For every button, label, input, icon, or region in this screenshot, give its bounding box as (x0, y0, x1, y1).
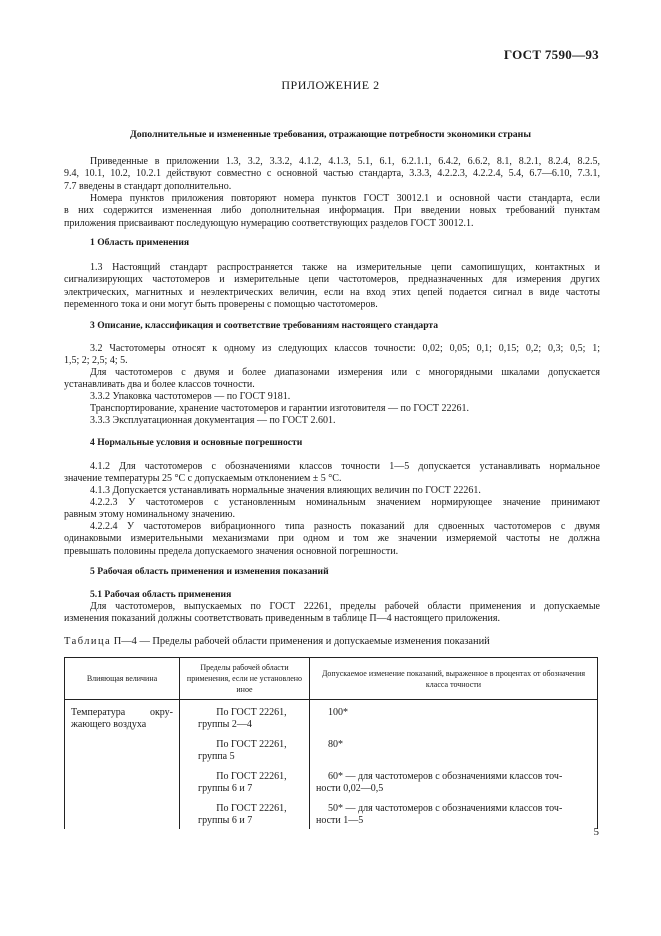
table-row (65, 700, 598, 734)
section-4-heading: 4 Нормальные условия и основные погрешности (90, 437, 303, 448)
text-line: равным этому номинальному значению. (64, 509, 235, 521)
text-line: Для частотомеров, выпускаемых по ГОСТ 22261, пределы рабочей области применения и допускаемые (90, 601, 600, 612)
section-3-paragraph-5 (90, 415, 600, 427)
appendix-heading: Дополнительные и измененные требования, отражающие потребности экономики страны (130, 129, 531, 140)
section-3-heading: 3 Описание, классификация и соответствие требованиям настоящего стандарта (90, 320, 439, 331)
table-caption (64, 636, 490, 647)
text-line: Номера пунктов приложения повторяют номера пунктов ГОСТ 30012.1 и основной части стандарта, если (90, 193, 600, 204)
change-line: 80* (328, 739, 343, 750)
section-5-1-heading: 5.1 Рабочая область применения (90, 589, 232, 600)
page-number: 5 (593, 826, 599, 838)
limit-cell (180, 733, 310, 765)
section-4-paragraph-2 (90, 485, 600, 497)
appendix-title: ПРИЛОЖЕНИЕ 2 (281, 78, 380, 92)
change-line: 50* — для частотомеров с обозначениями классов точ- (328, 803, 563, 814)
limit-line: По ГОСТ 22261, (216, 771, 287, 782)
text-line: 1.3 Настоящий стандарт распространяется также на измерительные цепи самопишущих, контактных и (90, 262, 600, 273)
intro-paragraph-1 (64, 156, 600, 193)
change-cell (310, 797, 598, 829)
text-line: переменного тока и они могут быть проверены с помощью частотомеров. (64, 299, 378, 311)
text-line: 4.1.2 Для частотомеров с обозначениями классов точности 1—5 допускается устанавливать нормальное (90, 461, 600, 472)
text-line: электрических, магнитных и неэлектрических величин, если на вход этих цепей подается сигнал в виде частоты (64, 286, 600, 298)
section-1-heading: 1 Область применения (90, 237, 190, 248)
limit-cell (180, 700, 310, 734)
text-line: 4.2.2.3 У частотомеров с установленным номинальным значением нормирующее значение принимают (90, 497, 600, 508)
section-3-paragraph-2 (64, 367, 600, 392)
limit-line: группы 2—4 (198, 719, 252, 730)
text-line: 3.2 Частотомеры относят к одному из следующих классов точности: 0,02; 0,05; 0,1; 0,15; 0,2; 0,3; 0,5; 1; (90, 343, 600, 354)
column-header: Пределы рабочей области применения, если не установлено иное (180, 658, 310, 700)
limit-cell (180, 797, 310, 829)
limit-line: группы 6 и 7 (198, 783, 253, 794)
text-line: устанавливать два и более классов точности. (64, 379, 255, 391)
text-line: 9.4, 10.1, 10.2, 10.2.1 действуют совместно с основной частью стандарта, 3.3.3, 4.2.2.3, 4.2.2.4, 5.4, 6.7—6.10, 7.3.1, (64, 168, 600, 180)
section-5-heading: 5 Рабочая область применения и изменения показаний (90, 566, 329, 577)
text-line: 7.7 введены в стандарт дополнительно. (64, 180, 232, 192)
table-caption-text: П—4 — Пределы рабочей области применения и допускаемые изменения показаний (111, 636, 490, 647)
limit-line: По ГОСТ 22261, (216, 707, 287, 718)
intro-paragraph-2 (64, 193, 600, 230)
table-header-row (65, 658, 598, 700)
text-line: одинаковыми измерительными механизмами при одном и том же значении измеряемой частоты не должна (64, 533, 600, 545)
text-line: 4.2.2.4 У частотомеров вибрационного типа разность показаний для сдвоенных частотомеров с двумя (90, 521, 600, 532)
text-line: 1,5; 2; 2,5; 4; 5. (64, 355, 128, 367)
text-line: Приведенные в приложении 1.3, 3.2, 3.3.2, 4.1.2, 4.1.3, 5.1, 6.1, 6.2.1.1, 6.4.2, 6.6.2, 8.1, 8.2.1, 8.2.4, 8.2.5, (90, 156, 600, 167)
change-cell (310, 700, 598, 734)
section-4-paragraph-1 (64, 461, 600, 486)
text-line: изменения показаний должны соответствовать приведенным в таблице П—4 настоящего приложения. (64, 613, 500, 625)
limit-line: группы 6 и 7 (198, 815, 253, 826)
text-line: 4.1.3 Допускается устанавливать нормальные значения влияющих величин по ГОСТ 22261. (90, 485, 481, 496)
limit-cell (180, 765, 310, 797)
change-cell (310, 765, 598, 797)
section-3-paragraph-4 (90, 403, 600, 415)
section-1-paragraph (64, 262, 600, 312)
section-4-paragraph-4 (64, 521, 600, 558)
change-line: ности 1—5 (316, 815, 364, 826)
limit-line: группа 5 (198, 751, 235, 762)
limit-line: По ГОСТ 22261, (216, 803, 287, 814)
section-3-paragraph-1 (64, 343, 600, 368)
text-line: Для частотомеров с двумя и более диапазонами измерения или с многорядными шкалами допускается (90, 367, 600, 378)
section-4-paragraph-3 (64, 497, 600, 522)
text-line: превышать половины предела допускаемого значения основной погрешности. (64, 545, 399, 557)
text-line: 3.3.3 Эксплуатационная документация — по ГОСТ 2.601. (90, 415, 336, 426)
text-line: в них содержится измененная либо дополнительная информация. При введении новых требований пунктам (64, 205, 600, 217)
change-cell (310, 733, 598, 765)
text-line: Транспортирование, хранение частотомеров и гарантии изготовителя — по ГОСТ 22261. (90, 403, 469, 414)
change-line: ности 0,02—0,5 (316, 783, 384, 794)
text-line: приложения присваивают последующую нумерацию соответствующих разделов ГОСТ 30012.1. (64, 217, 474, 229)
quantity-cell: Температура окру-жающего воздуха (65, 700, 180, 830)
text-line: 3.3.2 Упаковка частотомеров — по ГОСТ 9181. (90, 391, 291, 402)
text-line: сигнализирующих частотомеров и измерительные цепи частотомеров, предназначенных для измерения других (64, 274, 600, 286)
limit-line: По ГОСТ 22261, (216, 739, 287, 750)
section-3-paragraph-3 (90, 391, 600, 403)
change-line: 100* (328, 707, 348, 718)
column-header: Влияющая величина (65, 658, 180, 700)
table-caption-word: Таблица (64, 636, 112, 647)
standard-number: ГОСТ 7590—93 (503, 47, 599, 62)
limits-table (64, 657, 598, 830)
change-line: 60* — для частотомеров с обозначениями классов точ- (328, 771, 563, 782)
text-line: значение температуры 25 °С с допускаемым отклонением ± 5 °С. (64, 473, 342, 485)
section-5-paragraph (64, 601, 600, 626)
column-header: Допускаемое изменение показаний, выраженное в процентах от обозначения класса точности (310, 658, 598, 700)
